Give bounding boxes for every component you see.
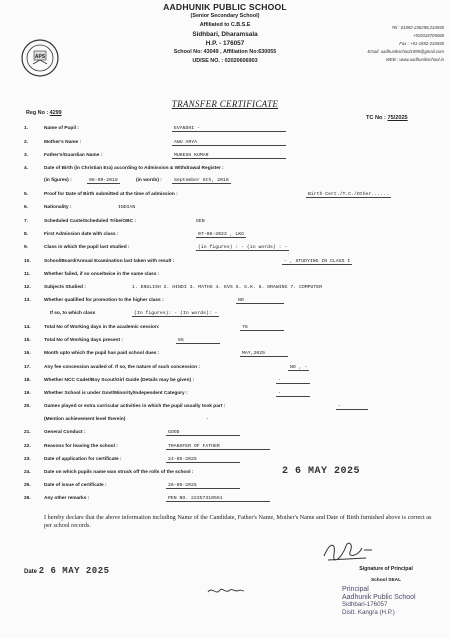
school-category-value: - [276,391,310,397]
field-row: 12. Subjects Studied : 1. ENGLISH 2. HINDI 3. MATHS 4. EVS 5. G.K. 6. DRAWING 7. COMPUTER [24,285,322,290]
field-row: (Mention achievement level therein) - [44,417,209,422]
last-class-value: (in figures) : - (in words) : - [198,245,288,250]
tel-text: Tel : 01892-236298,234550 [391,25,444,30]
field-row: 20. Games played or extra curricular activities in which the pupil usually took part : - [0,404,450,414]
ncc-value: - [276,378,310,384]
nationality-value: INDIAN [118,205,136,210]
promotion-value: NO [236,298,284,304]
email-text: Email: aadhunikschool1995@gmail.com [367,49,444,54]
dob-figures-value: 06-09-2018 [89,178,118,183]
signature-block [336,566,436,583]
school-logo-icon [20,38,60,78]
tc-no: TC No : 75/2025 [366,115,408,121]
field-row: 5. Proof for Date of Birth submitted at the time of admission : Birth Cert./T.C./Other...... [24,192,389,197]
fee-concession-value: NO , - [290,365,308,370]
achievement-value: - [206,417,209,422]
school-seal-label: School SEAL [370,578,402,583]
field-row: 16. Month upto which the pupil has paid school dues : MAY,2025 [0,351,450,361]
field-row: If so, to which class (In figures): - (In words): - [50,311,218,316]
field-row: (in figures) : 06-09-2018 (in words) : September 6th, 2018 [44,178,229,183]
field-row: 19. Whether School is under Govt/Minority/Independent Category : - [0,391,450,401]
web-text: WEB : www.aadhunikschool.in [385,57,444,62]
field-row: 6. Nationality : INDIAN [24,205,136,210]
reg-no: Reg No : 4299 [26,110,62,116]
dob-proof-value: Birth Cert./T.C./Other...... [308,192,389,197]
certificate-title: TRANSFER CERTIFICATE [171,99,279,109]
school-address: Sidhbari, Dharamsala [192,31,258,38]
field-row: 1. Name of Pupil : EVANSHI - [0,126,450,136]
remarks-value: PEN NO. 22357310561 [166,496,270,502]
date-line: Date 2 6 MAY 2025 [24,566,110,576]
mobile-text: +919318705068 [412,33,444,38]
dues-paid-value: MAY,2025 [240,351,288,357]
affiliation-text: Affiliated to C.B.S.E [199,22,251,28]
field-row: 23. Date of application for certificate : 24-05-2025 [0,457,450,467]
last-exam-value: - , STUDYING IN CLASS I [284,259,351,264]
field-row: 7. Scheduled Caste/Scheduled Tribe/OBC : GEN [24,219,205,224]
leaving-reason-value: TRANSFER OF FATHER [166,444,270,450]
udise-no: UDISE NO. : 02020606903 [192,58,258,64]
application-date-value: 24-05-2025 [166,457,240,463]
father-name-value: MUKESH KUMAR [172,153,286,159]
field-row: 18. Whether NCC Cadet/Boy Scout/Girl Guide (Details may be given) : - [0,378,450,388]
field-row: 10. School/Board/Annual Examination last taken with result : - , STUDYING IN CLASS I [24,259,351,264]
field-row: 8. First Admission date with class : 07-08-2023 , LKG [24,232,245,237]
fax-text: Fax : +91-1892-234550 [399,41,444,46]
school-pincode: H.P. - 176057 [205,40,245,47]
teacher-signature [206,584,246,598]
pupil-name-value: EVANSHI - [172,126,286,132]
field-row: 17. Any fee concession availed of. If so, the nature of such concession : NO , - [24,365,308,370]
struck-off-date-stamp: 2 6 MAY 2025 [282,466,361,477]
declaration-text: I hereby declare that the above information including Name of the Candidate, Father's Name, Mother's Name and Date of Birth furnished above is correct as per school records. [44,514,432,529]
signature-title: Signature of Principal [359,566,413,572]
field-row: 3. Father's/Guardian Name : MUKESH KUMAR [0,153,450,163]
field-row: 13. Whether qualified for promotion to the higher class : NO [0,298,450,308]
promotion-class-value: (In figures): - (In words): - [134,311,218,316]
field-row: 4. Date of Birth (in Christian Era) according to Admission & Withdrawal Register : [24,166,224,171]
activities-value: - [336,404,368,410]
subjects-value: 1. ENGLISH 2. HINDI 3. MATHS 4. EVS 5. G.K. 6. DRAWING 7. COMPUTER [132,285,322,290]
school-name: AADHUNIK PUBLIC SCHOOL [163,2,287,12]
field-row: 15. Total No of Working days present : 65 [0,338,450,348]
school-no: School No: 43049 , Affiliation No:630055 [173,49,277,55]
svg-text:APS: APS [34,54,46,60]
field-row: 26. Any other remarks : PEN NO. 22357310561 [0,496,450,506]
field-row: 25. Date of issue of certificate : 26-05-2025 [0,483,450,493]
first-admission-value: 07-08-2023 , LKG [198,232,245,237]
working-days-value: 76 [240,325,284,331]
field-row: 2. Mother's Name : ANU ARYA [0,140,450,150]
field-row: 22. Reasons for leaving the school : TRANSFER OF FATHER [0,444,450,454]
principal-stamp: Principal Aadhunik Public School Sidhbari-176057 Distt. Kangra (H.P.) [342,586,416,616]
field-row: 21. General Conduct : GOOD [0,430,450,440]
school-header [150,2,300,66]
field-row: 11. Whether failed, if so once/twice in the same class : [24,272,160,277]
issue-date-value: 26-05-2025 [166,483,240,489]
contact-block [330,24,444,64]
field-row: 24. Date on which pupils name was struck off the rolls of the school : [24,470,194,475]
days-present-value: 65 [176,338,220,344]
dob-words-value: September 6th, 2018 [174,178,229,183]
category-value: GEN [196,219,205,224]
conduct-value: GOOD [166,430,240,436]
mother-name-value: ANU ARYA [172,140,286,146]
date-stamp: 2 6 MAY 2025 [38,566,110,576]
field-row: 14. Total No of Working days in the academic session: 76 [0,325,450,335]
principal-signature [320,538,380,564]
field-row: 9. Class in which the pupil last studied : (in figures) : - (in words) : - [24,245,288,250]
school-subtitle: (Senior Secondary School) [190,13,260,19]
